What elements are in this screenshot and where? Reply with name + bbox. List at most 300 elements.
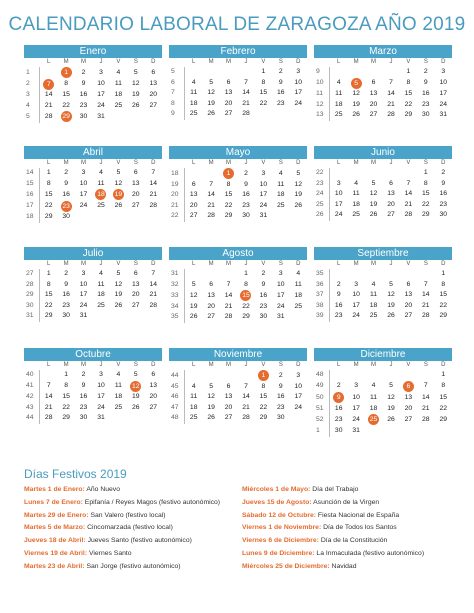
empty-day-cell (400, 168, 417, 179)
day-cell: 25 (369, 312, 378, 320)
day-cell: 17 (352, 404, 360, 412)
day-cell: 12 (294, 180, 303, 188)
day-cell: 16 (62, 291, 70, 299)
empty-day-cell (220, 370, 237, 382)
day-cell: 23 (334, 415, 343, 423)
festivo-date: Jueves 18 de Abril: (24, 537, 86, 545)
festivo-name: Día de la Constitución (318, 537, 388, 545)
festivo-item (242, 550, 457, 559)
day-cell: 4 (99, 169, 103, 176)
day-header: L (337, 59, 341, 65)
week-number: 31 (171, 270, 179, 277)
day-cell: 9 (64, 179, 69, 187)
day-cell: 9 (64, 280, 69, 288)
day-cell: 9 (278, 78, 283, 86)
day-cell: 1 (406, 68, 411, 75)
day-cell: 17 (97, 393, 105, 401)
day-cell: 15 (422, 190, 430, 198)
day-header: M (371, 261, 377, 267)
week-number: 44 (26, 414, 34, 422)
day-cell: 25 (189, 414, 198, 422)
day-cell: 17 (259, 191, 268, 199)
empty-day-cell (330, 67, 347, 78)
day-cell: 29 (62, 414, 70, 422)
week-number: 38 (316, 301, 324, 309)
week-number: 41 (26, 382, 34, 390)
day-cell: 11 (277, 180, 285, 188)
week-number: 19 (171, 180, 179, 188)
empty-day-cell (365, 370, 382, 381)
day-cell: 14 (44, 393, 53, 401)
week-number: 9 (171, 110, 175, 118)
week-number: 24 (316, 190, 324, 198)
day-header: V (261, 362, 266, 368)
day-cell: 14 (422, 393, 430, 401)
empty-day-cell (127, 413, 144, 424)
day-cell: 11 (370, 291, 378, 299)
day-cell: 30 (422, 111, 430, 119)
festivo-name: San Jorge (festivo autonómico) (84, 562, 181, 570)
festivo-date: Viernes 19 de Abril: (24, 549, 88, 557)
day-header: J (244, 59, 248, 65)
festivo-name: Viernes Santo (87, 549, 132, 557)
week-number: 12 (316, 100, 324, 108)
day-cell: 21 (387, 100, 395, 108)
empty-day-cell (202, 269, 219, 280)
day-header: V (116, 362, 121, 368)
day-cell: 26 (132, 403, 140, 411)
day-header: D (441, 160, 446, 166)
day-header: D (151, 160, 156, 166)
day-cell: 19 (352, 100, 360, 108)
day-cell: 21 (44, 101, 53, 109)
day-header: S (133, 261, 138, 267)
day-cell: 20 (404, 404, 413, 412)
empty-day-cell (40, 370, 57, 381)
day-cell: 9 (261, 280, 266, 288)
day-cell: 5 (133, 68, 138, 76)
empty-day-cell (347, 269, 364, 280)
day-cell: 18 (352, 200, 360, 208)
day-cell: 3 (336, 179, 341, 187)
week-number: 10 (316, 79, 324, 87)
empty-day-cell (347, 168, 364, 179)
day-header: J (244, 362, 248, 368)
day-header: L (192, 59, 196, 65)
day-cell: 3 (441, 68, 446, 75)
day-header: M (353, 59, 359, 65)
day-cell: 13 (149, 80, 158, 88)
day-cell: 13 (369, 90, 378, 98)
day-cell: 14 (242, 89, 250, 97)
empty-day-cell (202, 67, 219, 78)
day-cell: 24 (79, 202, 88, 210)
day-cell: 21 (44, 403, 53, 411)
festivo-date: Viernes 1 de Noviembre: (242, 524, 322, 532)
week-number: 48 (316, 371, 324, 378)
day-cell: 21 (224, 302, 233, 310)
day-cell: 7 (423, 382, 428, 390)
day-cell: 15 (259, 393, 268, 401)
week-header-blank (314, 159, 330, 168)
day-header: J (244, 261, 248, 267)
month-header: Abril (24, 146, 162, 159)
day-cell: 15 (439, 291, 448, 299)
day-header: M (226, 160, 232, 166)
festivo-date: Viernes 6 de Diciembre: (242, 537, 319, 545)
month-septiembre (314, 247, 452, 338)
festivo-item (24, 486, 234, 495)
empty-day-cell (110, 311, 127, 322)
day-cell: 20 (404, 301, 413, 309)
day-cell: 15 (62, 91, 70, 99)
month-febrero (169, 45, 307, 136)
day-header: J (244, 160, 248, 166)
day-cell: 28 (387, 111, 395, 119)
day-cell: 7 (209, 180, 214, 188)
holiday-day: 23 (62, 202, 70, 210)
day-header: V (261, 261, 266, 267)
month-header: Agosto (169, 247, 307, 260)
festivo-item (242, 499, 457, 508)
empty-day-cell (330, 168, 347, 179)
day-cell: 10 (259, 180, 268, 188)
day-cell: 12 (387, 393, 395, 401)
week-number: 35 (171, 313, 179, 321)
empty-day-cell (382, 426, 399, 437)
day-cell: 2 (278, 371, 283, 379)
day-cell: 26 (207, 110, 215, 118)
day-cell: 16 (79, 91, 88, 99)
empty-day-cell (220, 269, 237, 280)
day-cell: 9 (244, 180, 248, 188)
festivo-name: Asunción de la Virgen (311, 498, 380, 506)
day-cell: 15 (224, 191, 233, 199)
week-number: 36 (316, 280, 324, 288)
week-number: 31 (26, 312, 34, 320)
month-header: Diciembre (314, 348, 452, 361)
day-cell: 1 (441, 270, 446, 277)
day-cell: 4 (116, 371, 121, 378)
week-number: 50 (316, 393, 324, 401)
day-cell: 6 (406, 280, 411, 288)
day-cell: 20 (369, 100, 378, 108)
day-cell: 16 (79, 393, 88, 401)
day-cell: 18 (114, 91, 123, 99)
day-cell: 15 (44, 291, 53, 299)
holiday-day: 29 (62, 113, 70, 121)
day-cell: 3 (81, 270, 86, 277)
holiday-day: 5 (351, 78, 362, 89)
day-cell: 29 (224, 212, 233, 220)
day-cell: 16 (334, 404, 343, 412)
day-cell: 18 (294, 291, 303, 299)
day-cell: 5 (389, 382, 393, 390)
day-cell: 26 (294, 201, 303, 209)
day-header: M (371, 160, 377, 166)
day-cell: 8 (64, 382, 69, 390)
day-cell: 18 (97, 291, 105, 299)
day-cell: 11 (97, 179, 105, 187)
day-header: L (192, 160, 196, 166)
empty-day-cell (365, 168, 382, 179)
day-cell: 13 (224, 393, 233, 401)
week-number: 25 (316, 200, 324, 208)
day-cell (347, 78, 364, 90)
day-cell: 23 (439, 200, 448, 208)
day-cell: 27 (149, 403, 158, 411)
day-cell: 11 (114, 80, 122, 88)
day-cell: 11 (190, 89, 198, 97)
empty-day-cell (400, 426, 417, 437)
day-cell: 12 (387, 291, 395, 299)
day-cell: 9 (81, 382, 86, 390)
day-cell: 7 (46, 382, 51, 390)
day-header: D (151, 261, 156, 267)
day-cell: 9 (81, 80, 86, 88)
holiday-day: 25 (369, 416, 378, 424)
day-cell: 3 (81, 169, 86, 176)
day-cell: 2 (81, 371, 86, 378)
day-cell: 9 (441, 179, 446, 187)
day-cell: 22 (242, 302, 250, 310)
day-cell: 1 (46, 270, 51, 277)
day-header: V (116, 59, 121, 65)
day-cell: 8 (406, 79, 411, 87)
day-header: M (353, 261, 359, 267)
week-number: 37 (316, 291, 324, 299)
day-cell (127, 381, 144, 393)
day-cell (220, 168, 237, 180)
day-header: L (47, 362, 51, 368)
day-cell: 17 (277, 291, 285, 299)
empty-day-cell (237, 370, 254, 382)
day-cell: 22 (224, 201, 233, 209)
day-cell: 7 (423, 280, 428, 288)
day-cell: 27 (224, 414, 233, 422)
week-number: 9 (316, 68, 320, 75)
day-cell: 22 (259, 403, 268, 411)
day-cell: 14 (149, 280, 158, 288)
week-number: 33 (171, 291, 179, 299)
day-header: V (116, 261, 121, 267)
day-cell: 26 (387, 415, 395, 423)
day-cell: 6 (151, 371, 156, 378)
day-cell: 30 (62, 312, 70, 320)
day-cell: 25 (114, 403, 123, 411)
festivo-name: Jueves Santo (festivo autonómico) (85, 537, 192, 545)
festivo-item (242, 537, 457, 546)
day-header: L (47, 261, 51, 267)
empty-day-cell (185, 168, 202, 180)
festivo-date: Martes 5 de Marzo: (24, 524, 86, 532)
festivo-item (24, 512, 234, 521)
empty-day-cell (185, 67, 202, 78)
day-cell: 5 (371, 179, 376, 187)
day-cell: 20 (132, 190, 140, 198)
day-header: J (389, 59, 393, 65)
day-cell: 19 (207, 99, 215, 107)
holiday-day: 15 (242, 292, 250, 300)
day-cell: 6 (133, 270, 138, 277)
day-cell: 5 (116, 270, 121, 277)
day-cell: 13 (132, 179, 140, 187)
day-header: M (81, 59, 87, 65)
day-cell: 27 (132, 202, 140, 210)
week-number: 2 (26, 80, 30, 88)
day-cell: 10 (294, 382, 303, 390)
festivo-date: Martes 1 de Enero: (24, 486, 85, 493)
week-number: 28 (26, 280, 34, 288)
festivo-name: Cincomarzada (festivo local) (85, 524, 173, 532)
week-number: 46 (171, 393, 179, 401)
day-header: D (441, 261, 446, 267)
week-number: 14 (26, 169, 34, 176)
day-cell: 28 (149, 202, 158, 210)
day-cell: 1 (64, 371, 69, 378)
day-header: S (278, 261, 283, 267)
day-cell: 4 (296, 270, 301, 277)
day-cell: 5 (296, 169, 301, 177)
day-cell: 4 (371, 280, 376, 288)
day-cell: 4 (191, 382, 196, 390)
empty-day-cell (365, 67, 382, 78)
month-mayo (169, 146, 307, 237)
empty-day-cell (185, 370, 202, 382)
day-cell: 10 (334, 190, 343, 198)
empty-day-cell (330, 370, 347, 381)
day-header: J (389, 362, 393, 368)
day-cell: 14 (404, 190, 413, 198)
day-cell: 23 (259, 302, 268, 310)
day-cell: 3 (296, 68, 301, 75)
holiday-day: 6 (403, 381, 414, 392)
day-cell: 24 (294, 99, 303, 107)
empty-day-cell (92, 311, 109, 322)
day-cell: 8 (441, 382, 446, 390)
week-number: 52 (316, 415, 324, 423)
day-cell: 26 (369, 211, 378, 219)
holiday-day: 1 (61, 67, 72, 78)
week-number: 4 (26, 101, 30, 109)
day-cell (57, 111, 74, 123)
month-junio (314, 146, 452, 237)
day-cell (400, 381, 417, 393)
week-header-blank (24, 58, 40, 67)
day-cell: 21 (242, 403, 250, 411)
month-header: Enero (24, 45, 162, 58)
month-julio (24, 247, 162, 338)
day-header: M (371, 59, 377, 65)
day-cell: 7 (389, 79, 393, 87)
day-cell: 29 (439, 415, 448, 423)
month-diciembre (314, 348, 452, 439)
week-number: 30 (26, 301, 34, 309)
day-cell: 17 (294, 89, 303, 97)
day-cell: 24 (259, 201, 268, 209)
day-cell: 27 (369, 111, 378, 119)
day-cell: 24 (352, 312, 360, 320)
day-cell: 11 (294, 280, 302, 288)
day-cell: 1 (261, 68, 266, 75)
day-cell: 1 (244, 270, 248, 277)
festivo-item (24, 563, 234, 572)
day-cell: 12 (114, 179, 123, 187)
day-cell: 17 (79, 190, 88, 198)
festivo-date: Martes 29 de Enero: (24, 511, 89, 519)
day-cell: 10 (352, 291, 360, 299)
empty-day-cell (185, 269, 202, 280)
day-cell: 18 (189, 99, 198, 107)
day-cell: 28 (422, 415, 430, 423)
empty-day-cell (382, 370, 399, 381)
empty-day-cell (382, 269, 399, 280)
day-header: M (63, 160, 69, 166)
day-cell: 8 (64, 80, 69, 88)
day-cell: 21 (422, 301, 430, 309)
day-cell: 15 (62, 393, 70, 401)
day-cell: 24 (334, 211, 343, 219)
empty-day-cell (290, 109, 307, 120)
day-cell: 5 (133, 371, 138, 378)
day-cell: 23 (242, 201, 250, 209)
day-cell: 18 (277, 191, 285, 199)
week-number: 48 (171, 414, 179, 422)
day-cell: 28 (224, 313, 233, 321)
day-cell: 20 (132, 291, 140, 299)
day-cell: 28 (422, 312, 430, 320)
festivos-list-left (24, 486, 234, 575)
month-header: Junio (314, 146, 452, 159)
week-number: 5 (171, 68, 175, 75)
day-cell: 6 (133, 169, 138, 176)
month-header: Noviembre (169, 348, 307, 361)
day-cell: 4 (336, 79, 341, 87)
empty-day-cell (145, 311, 162, 322)
day-cell: 31 (97, 414, 105, 422)
day-cell (57, 67, 74, 79)
day-cell: 3 (354, 280, 359, 288)
day-cell: 30 (439, 211, 448, 219)
week-number: 40 (26, 371, 34, 378)
month-header: Marzo (314, 45, 452, 58)
day-cell (92, 189, 109, 201)
day-cell: 24 (97, 403, 105, 411)
empty-day-cell (75, 212, 92, 223)
day-cell: 5 (389, 280, 393, 288)
day-cell: 10 (277, 280, 285, 288)
day-cell (255, 370, 272, 382)
day-header: M (63, 59, 69, 65)
day-cell: 11 (352, 190, 360, 198)
festivo-date: Lunes 7 de Enero: (24, 498, 83, 506)
day-header: D (151, 362, 156, 368)
day-header: D (296, 362, 301, 368)
day-cell: 26 (352, 111, 360, 119)
day-cell: 7 (151, 270, 156, 277)
day-header: D (296, 160, 301, 166)
day-cell: 1 (441, 371, 446, 378)
day-header: S (278, 59, 283, 65)
day-cell: 22 (404, 100, 413, 108)
week-number: 47 (171, 403, 179, 411)
day-header: D (441, 362, 446, 368)
day-cell: 21 (422, 404, 430, 412)
day-header: M (226, 261, 232, 267)
day-header: M (208, 362, 214, 368)
day-cell: 19 (132, 91, 140, 99)
week-number: 23 (316, 179, 324, 187)
